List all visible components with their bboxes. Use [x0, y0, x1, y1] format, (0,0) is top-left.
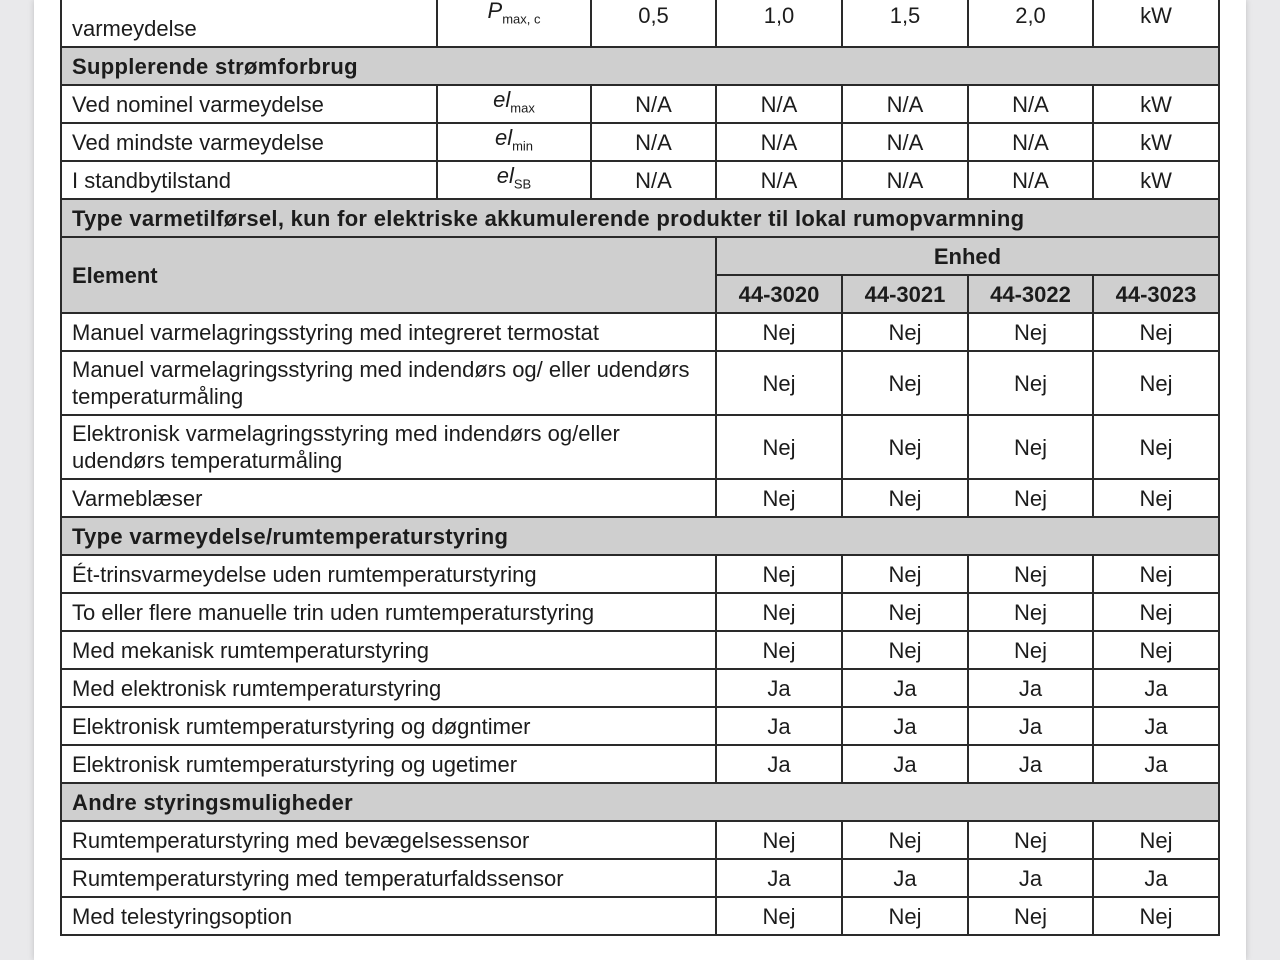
section-header	[61, 199, 1219, 237]
value-cell: Ja	[968, 707, 1093, 745]
value-cell: N/A	[968, 85, 1093, 123]
table-row	[61, 669, 1219, 707]
value-cell: Ja	[1093, 669, 1219, 707]
value-cell: Nej	[716, 351, 842, 415]
value-cell: Nej	[716, 897, 842, 935]
value-cell: Nej	[968, 479, 1093, 517]
row-label: Elektronisk rumtemperaturstyring og ugetimer	[61, 745, 716, 783]
unit-cell: kW	[1093, 0, 1219, 47]
row-label: Med telestyringsoption	[61, 897, 716, 935]
value-cell: Ja	[1093, 745, 1219, 783]
value-cell: Nej	[842, 593, 968, 631]
value-cell: Ja	[716, 707, 842, 745]
value-cell: N/A	[716, 123, 842, 161]
row-label: To eller flere manuelle trin uden rumtemperaturstyring	[61, 593, 716, 631]
value-cell: Nej	[968, 631, 1093, 669]
value-cell: Nej	[716, 555, 842, 593]
unit-cell: kW	[1093, 85, 1219, 123]
value-cell: 1,0	[716, 0, 842, 47]
model-header: 44-3023	[1093, 275, 1219, 313]
value-cell: Ja	[716, 745, 842, 783]
value-cell: Nej	[968, 555, 1093, 593]
table-row	[61, 313, 1219, 351]
element-header: Element	[61, 237, 716, 313]
value-cell: Ja	[968, 669, 1093, 707]
value-cell: N/A	[842, 85, 968, 123]
value-cell: Nej	[1093, 821, 1219, 859]
value-cell: Nej	[1093, 631, 1219, 669]
value-cell: N/A	[591, 161, 716, 199]
value-cell: Nej	[716, 593, 842, 631]
section-header	[61, 517, 1219, 555]
value-cell: Ja	[842, 669, 968, 707]
value-cell: Nej	[842, 631, 968, 669]
value-cell: N/A	[968, 123, 1093, 161]
table-row	[61, 631, 1219, 669]
value-cell: N/A	[591, 123, 716, 161]
unit-cell: kW	[1093, 161, 1219, 199]
table-row	[61, 555, 1219, 593]
row-label: Ved mindste varmeydelse	[61, 123, 437, 161]
table-row	[61, 821, 1219, 859]
value-cell: Ja	[716, 669, 842, 707]
section-header	[61, 783, 1219, 821]
unit-header: Enhed	[716, 237, 1219, 275]
symbol-cell: $el_{min}$	[437, 123, 591, 161]
value-cell: Nej	[1093, 351, 1219, 415]
value-cell: Nej	[1093, 415, 1219, 479]
value-cell: N/A	[842, 161, 968, 199]
row-label: Varmeblæser	[61, 479, 716, 517]
value-cell: Nej	[716, 631, 842, 669]
element-header-row	[61, 237, 1219, 275]
row-label: Elektronisk varmelagringsstyring med indendørs og/eller udendørs temperaturmåling	[61, 415, 716, 479]
symbol-cell: $el_{max}$	[437, 85, 591, 123]
value-cell: N/A	[842, 123, 968, 161]
section-title: Type varmeydelse/rumtemperaturstyring	[61, 517, 1219, 555]
value-cell: Ja	[968, 859, 1093, 897]
value-cell: N/A	[968, 161, 1093, 199]
spec-table	[60, 0, 1220, 936]
row-label: Elektronisk rumtemperaturstyring og døgntimer	[61, 707, 716, 745]
value-cell: Nej	[1093, 897, 1219, 935]
value-cell: Nej	[968, 897, 1093, 935]
value-cell: Nej	[842, 313, 968, 351]
value-cell: Ja	[842, 859, 968, 897]
table-row	[61, 415, 1219, 479]
table-row	[61, 859, 1219, 897]
symbol-cell: $el_{SB}$	[437, 161, 591, 199]
value-cell: Nej	[968, 821, 1093, 859]
table-row	[61, 897, 1219, 935]
value-cell: Ja	[968, 745, 1093, 783]
value-cell: Nej	[968, 351, 1093, 415]
value-cell: N/A	[716, 161, 842, 199]
value-cell: Ja	[842, 707, 968, 745]
row-label: Manuel varmelagringsstyring med integreret termostat	[61, 313, 716, 351]
row-label: Med mekanisk rumtemperaturstyring	[61, 631, 716, 669]
value-cell: Nej	[968, 415, 1093, 479]
section-title: Andre styringsmuligheder	[61, 783, 1219, 821]
value-cell: Nej	[1093, 593, 1219, 631]
row-label: Ved nominel varmeydelse	[61, 85, 437, 123]
value-cell: N/A	[591, 85, 716, 123]
value-cell: Ja	[716, 859, 842, 897]
value-cell: Nej	[716, 313, 842, 351]
value-cell: Ja	[842, 745, 968, 783]
value-cell: Nej	[842, 821, 968, 859]
value-cell: Nej	[842, 415, 968, 479]
value-cell: Nej	[842, 479, 968, 517]
section-title: Type varmetilførsel, kun for elektriske akkumulerende produkter til lokal rumopvarmning	[61, 199, 1219, 237]
section-header	[61, 47, 1219, 85]
value-cell: 1,5	[842, 0, 968, 47]
model-header: 44-3022	[968, 275, 1093, 313]
model-header: 44-3020	[716, 275, 842, 313]
row-label: Rumtemperaturstyring med bevægelsessensor	[61, 821, 716, 859]
symbol-cell: $P_{max, c}$	[437, 0, 591, 47]
table-row	[61, 745, 1219, 783]
row-label: Ét-trinsvarmeydelse uden rumtemperaturstyring	[61, 555, 716, 593]
section-title: Supplerende strømforbrug	[61, 47, 1219, 85]
value-cell: Nej	[968, 593, 1093, 631]
table-row	[61, 161, 1219, 199]
table-row	[61, 707, 1219, 745]
value-cell: 0,5	[591, 0, 716, 47]
table-row	[61, 351, 1219, 415]
value-cell: Ja	[1093, 707, 1219, 745]
value-cell: Ja	[1093, 859, 1219, 897]
model-header: 44-3021	[842, 275, 968, 313]
row-label: Manuel varmelagringsstyring med indendørs og/ eller udendørs temperaturmåling	[61, 351, 716, 415]
value-cell: Nej	[842, 351, 968, 415]
table-row	[61, 593, 1219, 631]
power-row	[61, 0, 1219, 47]
value-cell: Nej	[716, 415, 842, 479]
value-cell: 2,0	[968, 0, 1093, 47]
value-cell: Nej	[716, 821, 842, 859]
row-label: Rumtemperaturstyring med temperaturfaldssensor	[61, 859, 716, 897]
value-cell: Nej	[1093, 313, 1219, 351]
table-row	[61, 85, 1219, 123]
value-cell: Nej	[716, 479, 842, 517]
value-cell: Nej	[1093, 479, 1219, 517]
value-cell: Nej	[1093, 555, 1219, 593]
table-row	[61, 123, 1219, 161]
value-cell: Nej	[842, 555, 968, 593]
unit-cell: kW	[1093, 123, 1219, 161]
row-label: I standbytilstand	[61, 161, 437, 199]
value-cell: Nej	[968, 313, 1093, 351]
row-label: Med elektronisk rumtemperaturstyring	[61, 669, 716, 707]
value-cell: N/A	[716, 85, 842, 123]
value-cell: Nej	[842, 897, 968, 935]
row-label: varmeydelse	[61, 0, 437, 47]
table-row	[61, 479, 1219, 517]
